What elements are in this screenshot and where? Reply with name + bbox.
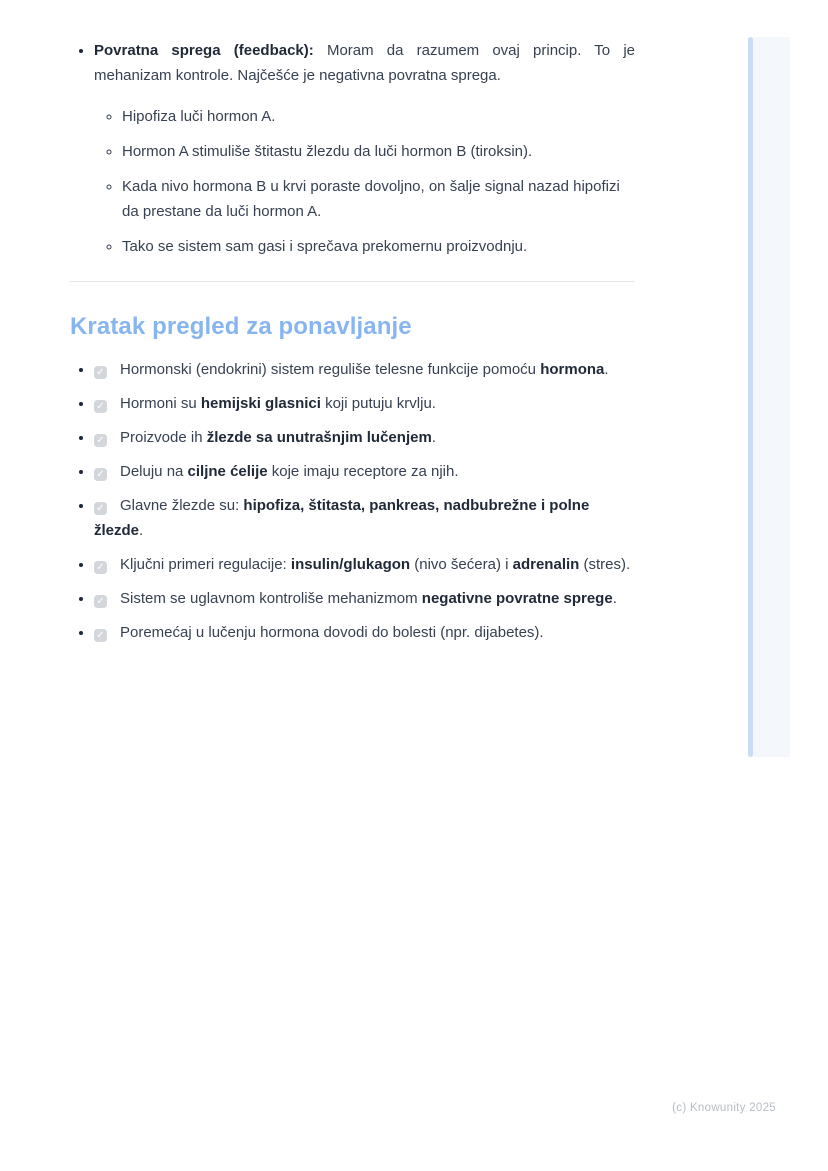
feedback-sub-item — [122, 104, 635, 129]
review-checklist — [70, 357, 635, 645]
checklist-item-text-bold: ciljne ćelije — [187, 463, 268, 480]
checklist-item-text-bold: insulin/glukagon — [290, 556, 411, 573]
feedback-sub-item-text: Kada nivo hormona B u krvi poraste dovoljno, on šalje signal nazad hipofizi da prestane da luči hormon A. — [122, 178, 620, 220]
feedback-sub-item-text: Hipofiza luči hormon A. — [122, 108, 276, 125]
document-page — [70, 38, 635, 654]
checklist-item — [94, 357, 635, 382]
checklist-item-text-bold: adrenalin — [512, 556, 580, 573]
checklist-item-text: . — [604, 361, 609, 378]
check-glyph: • ✓ — [96, 469, 105, 480]
checklist-item-text-bold: žlezde sa unutrašnjim lučenjem — [206, 429, 432, 446]
checklist-item-text-bold: hormona — [540, 361, 605, 378]
feedback-item-text: Moram da razumem ovaj princip. To je mehanizam kontrole. Najčešće je negativna povratna sprega. — [94, 42, 635, 84]
checkbox-checked-icon[interactable] — [94, 366, 107, 379]
checklist-item-text: Hormoni su — [120, 395, 201, 412]
checkbox-checked-icon[interactable] — [94, 434, 107, 447]
checklist-item-text: Hormonski (endokrini) sistem reguliše telesne funkcije pomoću — [120, 361, 541, 378]
checklist-item — [94, 552, 635, 577]
checkbox-checked-icon[interactable] — [94, 468, 107, 481]
feedback-sub-item — [122, 174, 635, 224]
checklist-item-text-bold: negativne povratne sprege — [421, 590, 613, 607]
side-highlight-panel — [753, 37, 790, 757]
feedback-sub-list — [94, 104, 635, 259]
checklist-item-text: (stres). — [579, 556, 631, 573]
checklist-item-text: (nivo šećera) i — [410, 556, 513, 573]
checkbox-checked-icon[interactable] — [94, 629, 107, 642]
check-glyph: • ✓ — [96, 630, 105, 641]
check-glyph: • ✓ — [96, 401, 105, 412]
checklist-item-text: Proizvode ih — [120, 429, 207, 446]
checklist-item-text: . — [139, 522, 144, 539]
copyright-footer: (c) Knowunity 2025 — [672, 1102, 776, 1114]
feedback-sub-item — [122, 234, 635, 259]
check-glyph: • ✓ — [96, 503, 105, 514]
checklist-item — [94, 620, 635, 645]
section-heading: Kratak pregled za ponavljanje — [70, 313, 412, 340]
feedback-list — [70, 38, 635, 259]
check-glyph: • ✓ — [96, 367, 105, 378]
checklist-item-text-bold: hemijski glasnici — [200, 395, 321, 412]
checkbox-checked-icon[interactable] — [94, 400, 107, 413]
checklist-item-text: koji putuju krvlju. — [320, 395, 436, 412]
check-glyph: • ✓ — [96, 562, 105, 573]
checklist-item — [94, 459, 635, 484]
checklist-item-text: Ključni primeri regulacije: — [120, 556, 291, 573]
checkbox-checked-icon[interactable] — [94, 595, 107, 608]
checklist-item — [94, 391, 635, 416]
checklist-item-text: Sistem se uglavnom kontroliše mehanizmom — [120, 590, 422, 607]
checklist-item-text: koje imaju receptore za njih. — [267, 463, 459, 480]
check-glyph: • ✓ — [96, 435, 105, 446]
side-highlight-bar — [748, 37, 753, 757]
feedback-sub-item-text: Tako se sistem sam gasi i sprečava prekomernu proizvodnju. — [122, 238, 528, 255]
checklist-item-text: Glavne žlezde su: — [120, 497, 244, 514]
feedback-sub-item-text: Hormon A stimuliše štitastu žlezdu da luči hormon B (tiroksin). — [122, 143, 533, 160]
checklist-item-text: Deluju na — [120, 463, 188, 480]
feedback-item-lead: Povratna sprega (feedback): — [94, 42, 314, 59]
checkbox-checked-icon[interactable] — [94, 502, 107, 515]
feedback-sub-item — [122, 139, 635, 164]
check-glyph: • ✓ — [96, 596, 105, 607]
feedback-item — [94, 38, 635, 259]
checkbox-checked-icon[interactable] — [94, 561, 107, 574]
checklist-item-text-bold: hipofiza, štitasta, pankreas, nadbubrežne i polne žlezde — [94, 497, 590, 539]
checklist-item — [94, 493, 635, 543]
checklist-item-text: . — [612, 590, 617, 607]
checklist-item-text: Poremećaj u lučenju hormona dovodi do bolesti (npr. dijabetes). — [120, 624, 544, 641]
checklist-item — [94, 425, 635, 450]
checklist-item-text: . — [431, 429, 436, 446]
checklist-item — [94, 586, 635, 611]
section-divider — [70, 281, 635, 282]
